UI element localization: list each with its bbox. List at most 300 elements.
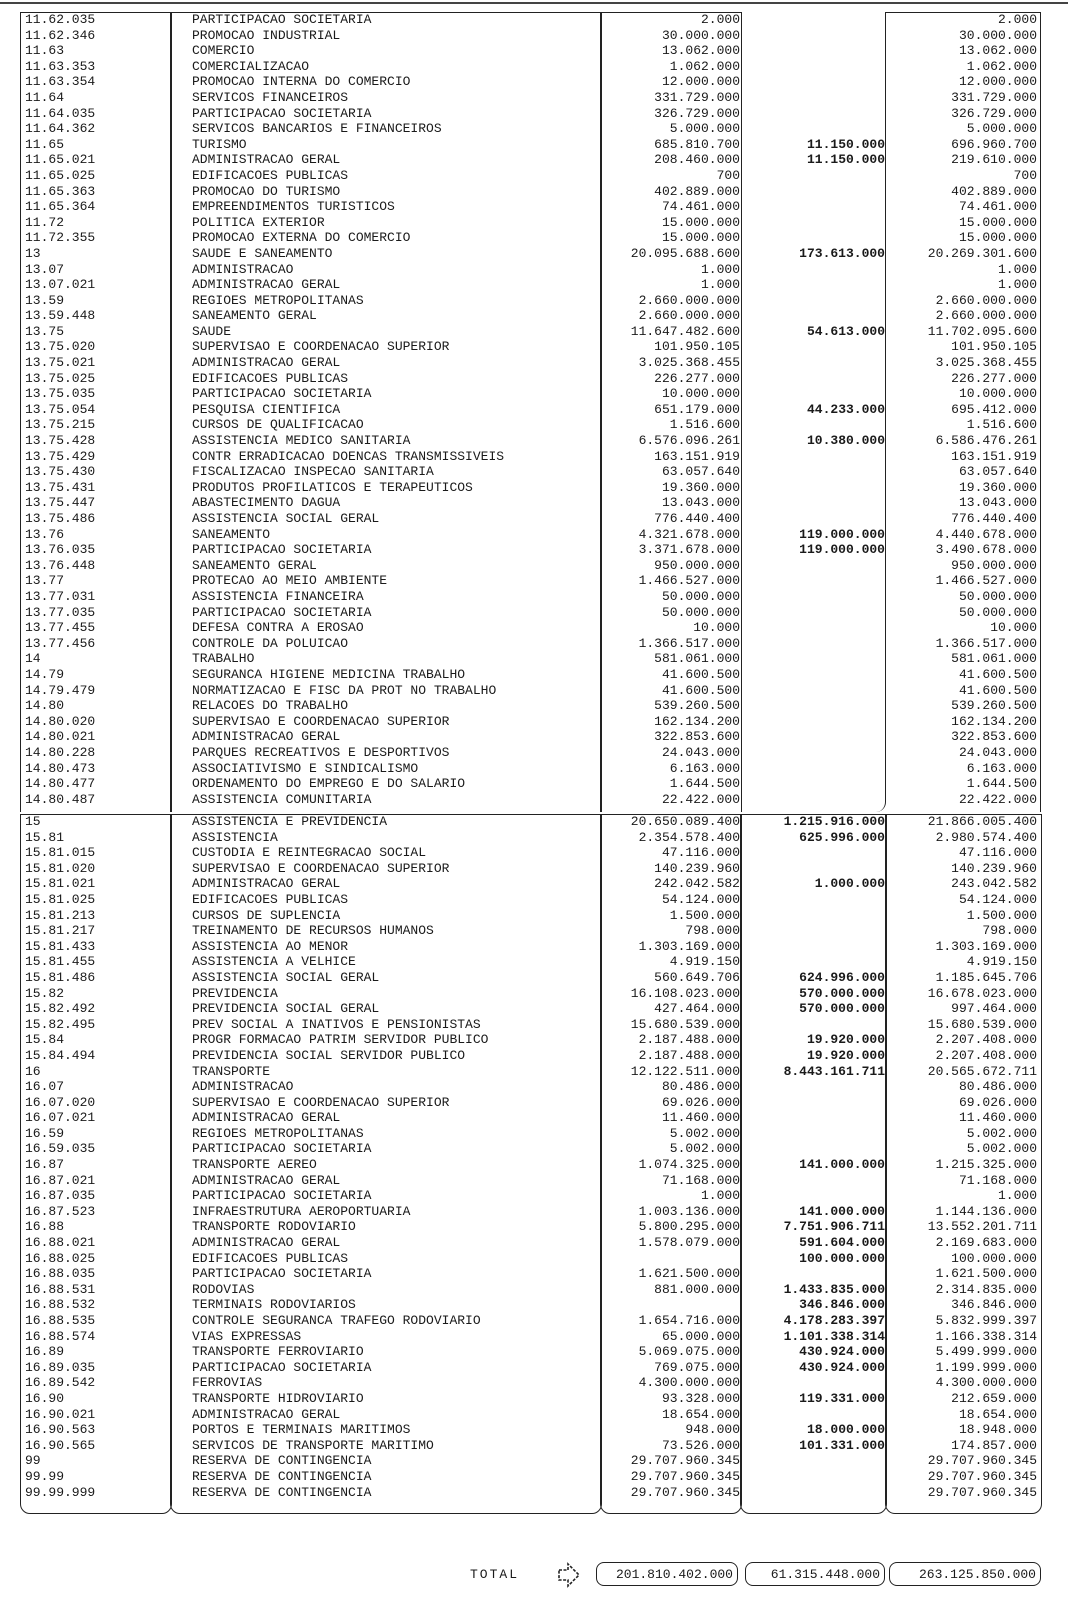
row-amount-c: 776.440.400 [951,511,1037,526]
row-amount-c: 4.919.150 [966,954,1037,970]
row-amount-a: 560.649.706 [654,969,740,985]
row-amount-c: 41.600.500 [958,666,1037,682]
row-amount-a: 948.000 [685,1422,740,1438]
row-code: 16.90.565 [25,1437,96,1453]
row-amount-c: 326.729.000 [951,105,1037,121]
row-code: 14.80.487 [25,791,96,807]
row-code: 15.81.020 [25,860,96,876]
row-code: 15.82.495 [25,1016,96,1032]
row-code: 15.81.021 [25,876,96,892]
row-amount-a: 208.460.000 [654,152,740,168]
row-amount-c: 1.185.645.706 [935,969,1037,985]
row-code: 11.65 [25,136,65,152]
row-amount-c: 19.360.000 [958,479,1037,495]
row-amount-a: 685.810.700 [654,136,740,152]
row-amount-c: 1.621.500.000 [935,1266,1037,1282]
row-amount-c: 50.000.000 [958,588,1037,604]
table-row [20,683,1040,699]
row-amount-c: 30.000.000 [958,27,1037,43]
row-description: FERROVIAS [192,1375,263,1391]
row-amount-c: 2.660.000.000 [935,308,1037,324]
table-row [20,845,1040,861]
row-code: 16.90 [25,1390,65,1406]
row-description: PORTOS E TERMINAIS MARITIMOS [192,1422,411,1438]
table-row [20,184,1040,200]
row-description: PESQUISA CIENTIFICA [192,401,341,417]
row-description: EDIFICACOES PUBLICAS [192,891,349,907]
total-amount-a: 201.810.402.000 [596,1562,738,1586]
row-amount-c: 15.680.539.000 [927,1016,1037,1032]
row-description: PROMOCAO INDUSTRIAL [192,27,341,43]
row-code: 15.84.494 [25,1047,96,1063]
row-amount-a: 93.328.000 [661,1390,740,1406]
table-row [20,277,1040,293]
row-amount-a: 29.707.960.345 [630,1484,740,1500]
table-row [20,355,1040,371]
row-amount-a: 18.654.000 [661,1406,740,1422]
row-amount-a: 10.000.000 [661,386,740,402]
row-amount-a: 1.074.325.000 [638,1157,740,1173]
row-amount-c: 47.116.000 [958,845,1037,861]
table-row [20,861,1040,877]
row-amount-c: 1.303.169.000 [935,938,1037,954]
row-amount-a: 12.000.000 [661,74,740,90]
row-amount-b: 173.613.000 [799,245,885,261]
row-code: 16.87.523 [25,1203,96,1219]
row-amount-c: 54.124.000 [958,891,1037,907]
row-amount-b: 1.101.338.314 [783,1328,885,1344]
row-description: PREVIDENCIA [192,985,278,1001]
row-amount-c: 1.000 [997,277,1037,293]
row-amount-c: 13.062.000 [958,43,1037,59]
row-amount-a: 1.644.500 [669,776,740,792]
row-code: 15.81.213 [25,907,96,923]
row-description: ADMINISTRACAO GERAL [192,355,341,371]
row-code: 16 [25,1063,41,1079]
row-code: 16.87.035 [25,1188,96,1204]
table-row [20,908,1040,924]
row-code: 11.65.021 [25,152,96,168]
table-row [20,954,1040,970]
row-code: 13.75.430 [25,464,96,480]
row-amount-b: 625.996.000 [799,829,885,845]
row-amount-a: 101.950.105 [654,339,740,355]
row-description: REGIOES METROPOLITANAS [192,292,364,308]
table-row [20,1251,1040,1267]
row-code: 16.88.574 [25,1328,96,1344]
row-amount-a: 322.853.600 [654,729,740,745]
row-amount-a: 41.600.500 [661,666,740,682]
table-row [20,1048,1040,1064]
table-row [20,90,1040,106]
table-row [20,1329,1040,1345]
table-row [20,605,1040,621]
row-code: 15.81.217 [25,923,96,939]
row-code: 13.59 [25,292,65,308]
row-description: ADMINISTRACAO GERAL [192,1172,341,1188]
row-code: 16.88.532 [25,1297,96,1313]
row-code: 16.88.035 [25,1266,96,1282]
row-amount-a: 47.116.000 [661,845,740,861]
table-row [20,830,1040,846]
row-amount-a: 15.000.000 [661,214,740,230]
table-row [20,464,1040,480]
row-description: COMERCIALIZACAO [192,58,310,74]
row-amount-c: 63.057.640 [958,464,1037,480]
row-amount-c: 331.729.000 [951,89,1037,105]
row-code: 13.75.020 [25,339,96,355]
row-amount-b: 19.920.000 [806,1032,885,1048]
row-amount-b: 430.924.000 [799,1359,885,1375]
row-amount-b: 11.150.000 [806,152,885,168]
table-row [20,1438,1040,1454]
row-amount-a: 140.239.960 [654,860,740,876]
row-amount-a: 5.000.000 [669,121,740,137]
table-row [20,308,1040,324]
table-block-1 [20,12,1040,812]
row-amount-c: 6.586.476.261 [935,433,1037,449]
row-amount-c: 18.948.000 [958,1422,1037,1438]
row-amount-c: 5.499.999.000 [935,1344,1037,1360]
table-row [20,1204,1040,1220]
row-code: 11.64 [25,89,65,105]
row-amount-c: 1.000 [997,1188,1037,1204]
row-code: 16.89.542 [25,1375,96,1391]
row-amount-c: 696.960.700 [951,136,1037,152]
table-row [20,1126,1040,1142]
row-amount-a: 20.650.089.400 [630,814,740,829]
row-amount-b: 430.924.000 [799,1344,885,1360]
table-row [20,1032,1040,1048]
row-description: PARTICIPACAO SOCIETARIA [192,542,372,558]
row-amount-a: 50.000.000 [661,588,740,604]
table-row [20,168,1040,184]
table-row [20,1422,1040,1438]
row-description: COMERCIO [192,43,255,59]
row-amount-a: 6.163.000 [669,760,740,776]
row-description: SUPERVISAO E COORDENACAO SUPERIOR [192,339,450,355]
row-amount-c: 29.707.960.345 [927,1484,1037,1500]
row-amount-c: 69.026.000 [958,1094,1037,1110]
row-description: RODOVIAS [192,1281,255,1297]
row-amount-b: 54.613.000 [806,323,885,339]
row-amount-c: 29.707.960.345 [927,1453,1037,1469]
row-code: 14.80.473 [25,760,96,776]
row-amount-a: 4.919.150 [669,954,740,970]
row-description: ORDENAMENTO DO EMPREGO E DO SALARIO [192,776,466,792]
table-row [20,199,1040,215]
row-amount-a: 402.889.000 [654,183,740,199]
row-amount-a: 5.002.000 [669,1141,740,1157]
row-code: 11.63.353 [25,58,96,74]
row-code: 15.81.455 [25,954,96,970]
row-description: RESERVA DE CONTINGENCIA [192,1468,372,1484]
row-description: SANEAMENTO GERAL [192,557,317,573]
row-code: 11.64.035 [25,105,96,121]
row-amount-a: 12.122.511.000 [630,1063,740,1079]
row-amount-c: 1.516.600 [966,417,1037,433]
row-description: PROTECAO AO MEIO AMBIENTE [192,573,388,589]
table-row [20,761,1040,777]
row-code: 13.77.456 [25,635,96,651]
row-description: ADMINISTRACAO [192,261,294,277]
row-amount-c: 100.000.000 [951,1250,1037,1266]
row-amount-a: 242.042.582 [654,876,740,892]
row-description: ADMINISTRACAO GERAL [192,1235,341,1251]
row-amount-a: 226.277.000 [654,370,740,386]
row-amount-c: 15.000.000 [958,214,1037,230]
row-amount-b: 1.215.916.000 [783,814,885,829]
row-description: PROMOCAO EXTERNA DO COMERCIO [192,230,411,246]
row-amount-a: 1.621.500.000 [638,1266,740,1282]
row-code: 15.81.433 [25,938,96,954]
row-code: 14.80 [25,698,65,714]
row-amount-c: 13.043.000 [958,495,1037,511]
row-description: PRODUTOS PROFILATICOS E TERAPEUTICOS [192,479,473,495]
row-code: 13.75 [25,323,65,339]
row-amount-b: 570.000.000 [799,1001,885,1017]
row-description: TRANSPORTE RODOVIARIO [192,1219,356,1235]
row-description: CONTROLE DA POLUICAO [192,635,349,651]
row-amount-c: 22.422.000 [958,791,1037,807]
table-row [20,74,1040,90]
row-description: PROGR FORMACAO PATRIM SERVIDOR PUBLICO [192,1032,489,1048]
row-code: 11.64.362 [25,121,96,137]
row-code: 16.07.021 [25,1110,96,1126]
row-code: 13.75.447 [25,495,96,511]
row-amount-c: 997.464.000 [951,1001,1037,1017]
row-description: TERMINAIS RODOVIARIOS [192,1297,356,1313]
row-code: 15.81.015 [25,845,96,861]
row-description: INFRAESTRUTURA AEROPORTUARIA [192,1203,411,1219]
total-amount-b: 61.315.448.000 [745,1562,885,1586]
table-row [20,12,1040,28]
row-description: PARTICIPACAO SOCIETARIA [192,386,372,402]
row-amount-a: 1.500.000 [669,907,740,923]
row-amount-b: 44.233.000 [806,401,885,417]
row-amount-c: 2.207.408.000 [935,1032,1037,1048]
row-amount-c: 5.002.000 [966,1125,1037,1141]
row-amount-a: 4.321.678.000 [638,526,740,542]
row-amount-b: 11.150.000 [806,136,885,152]
row-amount-a: 539.260.500 [654,698,740,714]
row-code: 11.62.035 [25,12,96,27]
row-description: CURSOS DE SUPLENCIA [192,907,341,923]
row-description: ADMINISTRACAO GERAL [192,729,341,745]
row-code: 99 [25,1453,41,1469]
row-description: SUPERVISAO E COORDENACAO SUPERIOR [192,713,450,729]
row-description: SUPERVISAO E COORDENACAO SUPERIOR [192,860,450,876]
row-amount-c: 41.600.500 [958,682,1037,698]
table-row [20,1173,1040,1189]
row-amount-a: 5.800.295.000 [638,1219,740,1235]
row-amount-c: 1.215.325.000 [935,1157,1037,1173]
table-row [20,1282,1040,1298]
table-row [20,1313,1040,1329]
row-code: 14.79 [25,666,65,682]
row-amount-c: 4.440.678.000 [935,526,1037,542]
row-description: CURSOS DE QUALIFICACAO [192,417,364,433]
row-amount-c: 1.466.527.000 [935,573,1037,589]
row-amount-c: 1.199.999.000 [935,1359,1037,1375]
table-row [20,230,1040,246]
row-description: ASSOCIATIVISMO E SINDICALISMO [192,760,419,776]
row-code: 16.07.020 [25,1094,96,1110]
row-description: SAUDE E SANEAMENTO [192,245,333,261]
row-amount-a: 326.729.000 [654,105,740,121]
row-amount-a: 11.647.482.600 [630,323,740,339]
row-amount-c: 219.610.000 [951,152,1037,168]
row-description: TRANSPORTE AEREO [192,1157,317,1173]
row-description: PARTICIPACAO SOCIETARIA [192,1188,372,1204]
row-amount-a: 22.422.000 [661,791,740,807]
row-description: ASSISTENCIA FINANCEIRA [192,588,364,604]
row-code: 16.90.021 [25,1406,96,1422]
row-amount-a: 1.000 [700,261,740,277]
table-row [20,386,1040,402]
row-description: ADMINISTRACAO GERAL [192,1110,341,1126]
row-amount-a: 651.179.000 [654,401,740,417]
table-row [20,939,1040,955]
row-amount-b: 7.751.906.711 [783,1219,885,1235]
row-code: 15.81.486 [25,969,96,985]
row-amount-a: 10.000 [693,620,740,636]
row-amount-c: 539.260.500 [951,698,1037,714]
row-description: VIAS EXPRESSAS [192,1328,302,1344]
row-amount-c: 11.460.000 [958,1110,1037,1126]
top-rule [0,2,1068,4]
total-row [0,1562,1068,1588]
row-description: TRANSPORTE HIDROVIARIO [192,1390,364,1406]
row-amount-a: 881.000.000 [654,1281,740,1297]
row-amount-c: 5.002.000 [966,1141,1037,1157]
row-description: NORMATIZACAO E FISC DA PROT NO TRABALHO [192,682,497,698]
table-row [20,792,1040,808]
row-code: 15.84 [25,1032,65,1048]
table-row [20,589,1040,605]
row-code: 13 [25,245,41,261]
table-row [20,28,1040,44]
row-amount-a: 950.000.000 [654,557,740,573]
table-block-2 [20,814,1040,1514]
row-amount-c: 3.490.678.000 [935,542,1037,558]
row-amount-c: 10.000.000 [958,386,1037,402]
row-code: 14.80.021 [25,729,96,745]
row-amount-c: 140.239.960 [951,860,1037,876]
row-description: CUSTODIA E REINTEGRACAO SOCIAL [192,845,427,861]
table-row [20,1375,1040,1391]
row-description: CONTR ERRADICACAO DOENCAS TRANSMISSIVEIS [192,448,505,464]
table-row [20,339,1040,355]
row-code: 13.75.054 [25,401,96,417]
row-amount-c: 1.166.338.314 [935,1328,1037,1344]
row-amount-a: 69.026.000 [661,1094,740,1110]
row-code: 13.77.035 [25,604,96,620]
table-row [20,1110,1040,1126]
row-amount-c: 18.654.000 [958,1406,1037,1422]
row-code: 16.59.035 [25,1141,96,1157]
table-row [20,1095,1040,1111]
table-row [20,1017,1040,1033]
row-description: PREV SOCIAL A INATIVOS E PENSIONISTAS [192,1016,481,1032]
table-row [20,636,1040,652]
row-amount-a: 13.062.000 [661,43,740,59]
row-description: PROMOCAO DO TURISMO [192,183,341,199]
table-row [20,152,1040,168]
row-description: ASSISTENCIA [192,829,278,845]
row-amount-a: 700 [716,167,740,183]
row-amount-a: 11.460.000 [661,1110,740,1126]
row-description: ADMINISTRACAO GERAL [192,876,341,892]
row-amount-b: 101.331.000 [799,1437,885,1453]
row-amount-a: 1.000 [700,1188,740,1204]
table-row [20,43,1040,59]
rows-block-1 [20,12,1040,807]
row-code: 15.81.025 [25,891,96,907]
row-amount-a: 50.000.000 [661,604,740,620]
row-amount-b: 591.604.000 [799,1235,885,1251]
row-code: 11.72.355 [25,230,96,246]
row-amount-a: 15.000.000 [661,230,740,246]
row-description: PARTICIPACAO SOCIETARIA [192,604,372,620]
row-amount-a: 1.466.527.000 [638,573,740,589]
row-code: 99.99 [25,1468,65,1484]
row-code: 13.07 [25,261,65,277]
row-code: 13.76.448 [25,557,96,573]
row-code: 13.76.035 [25,542,96,558]
row-description: EDIFICACOES PUBLICAS [192,167,349,183]
row-amount-b: 1.433.835.000 [783,1281,885,1297]
row-code: 13.07.021 [25,277,96,293]
table-row [20,1235,1040,1251]
row-description: PROMOCAO INTERNA DO COMERCIO [192,74,411,90]
row-amount-a: 63.057.640 [661,464,740,480]
row-description: PREVIDENCIA SOCIAL GERAL [192,1001,380,1017]
table-row [20,433,1040,449]
row-amount-b: 346.846.000 [799,1297,885,1313]
table-row [20,970,1040,986]
row-amount-c: 243.042.582 [951,876,1037,892]
row-amount-c: 50.000.000 [958,604,1037,620]
table-row [20,106,1040,122]
row-code: 13.75.428 [25,433,96,449]
row-description: REGIOES METROPOLITANAS [192,1125,364,1141]
row-amount-c: 16.678.023.000 [927,985,1037,1001]
row-description: TRANSPORTE [192,1063,271,1079]
row-code: 13.75.035 [25,386,96,402]
table-row [20,511,1040,527]
row-amount-c: 1.366.517.000 [935,635,1037,651]
row-code: 13.75.431 [25,479,96,495]
row-amount-a: 16.108.023.000 [630,985,740,1001]
row-amount-b: 119.000.000 [799,526,885,542]
row-description: ASSISTENCIA SOCIAL GERAL [192,969,380,985]
row-code: 14.79.479 [25,682,96,698]
row-amount-a: 24.043.000 [661,744,740,760]
row-code: 16.88.531 [25,1281,96,1297]
row-amount-c: 163.151.919 [951,448,1037,464]
row-description: DEFESA CONTRA A EROSAO [192,620,364,636]
row-amount-c: 1.000 [997,261,1037,277]
row-amount-a: 19.360.000 [661,479,740,495]
row-amount-c: 101.950.105 [951,339,1037,355]
row-amount-a: 581.061.000 [654,651,740,667]
row-code: 13.75.025 [25,370,96,386]
row-description: SUPERVISAO E COORDENACAO SUPERIOR [192,1094,450,1110]
row-description: ADMINISTRACAO GERAL [192,277,341,293]
table-row [20,745,1040,761]
row-description: ASSISTENCIA A VELHICE [192,954,356,970]
